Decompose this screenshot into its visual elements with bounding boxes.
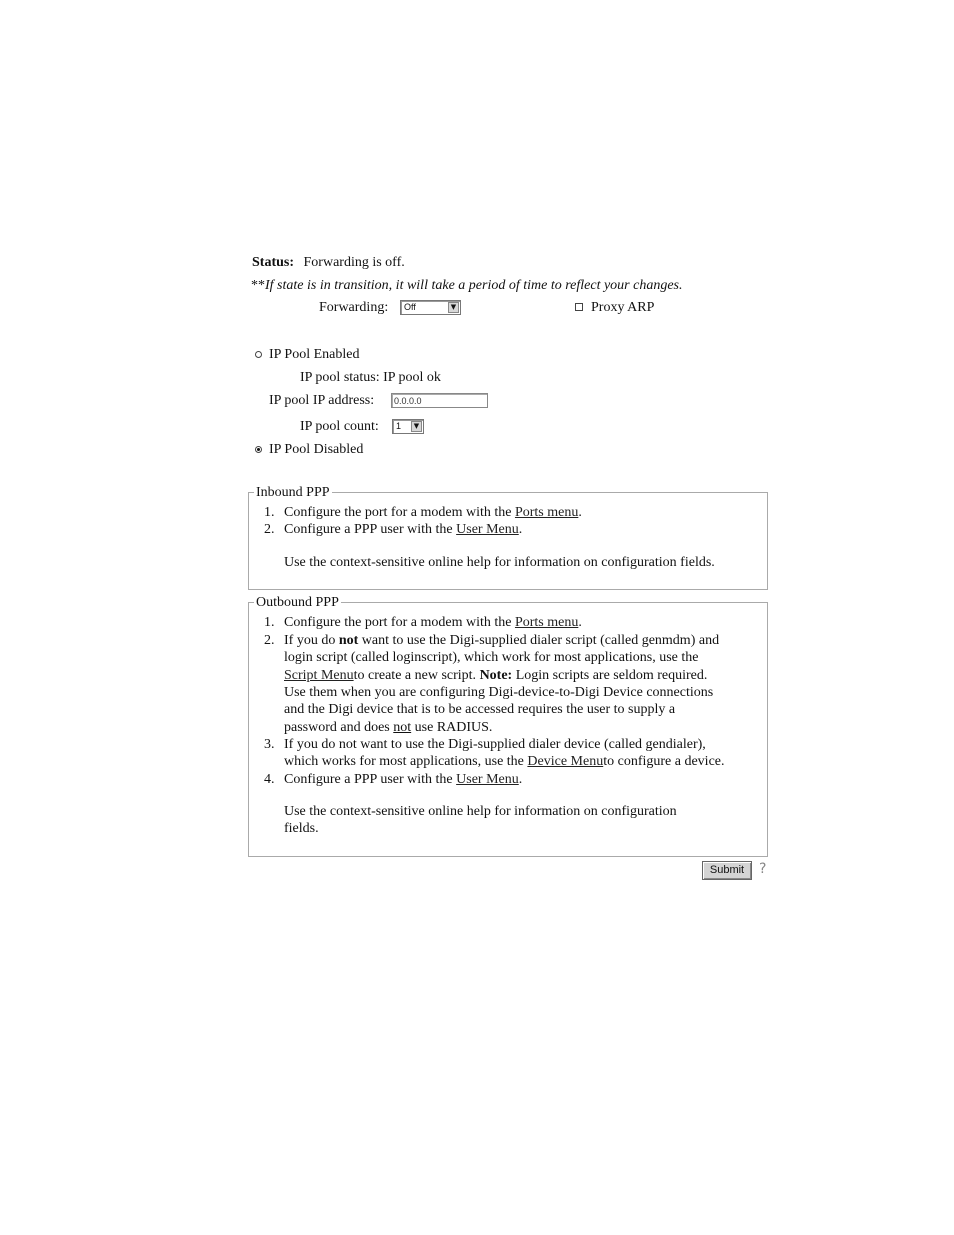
outbound-item-4-end: .	[518, 772, 523, 787]
outbound-item-2-line-3	[284, 667, 707, 684]
proxy-arp-checkbox[interactable]	[575, 303, 583, 311]
outbound-item-2-text: password and does	[284, 720, 394, 735]
note-prefix: **	[251, 278, 265, 293]
ip-pool-disabled-radio[interactable]	[255, 446, 262, 453]
submit-button[interactable]: Submit	[702, 861, 752, 880]
outbound-item-2-line-6	[284, 719, 492, 736]
outbound-item-2-num: 2.	[264, 633, 275, 648]
outbound-ppp-legend: Outbound PPP	[256, 595, 339, 610]
outbound-item-1	[284, 614, 582, 631]
outbound-item-2-text: want to use the Digi-supplied dialer script (called genmdm) and	[358, 633, 720, 648]
ip-pool-status	[300, 369, 441, 386]
outbound-item-1-num: 1.	[264, 615, 275, 630]
outbound-item-2-text: to create a new script.	[353, 668, 480, 683]
ip-pool-disabled-label: IP Pool Disabled	[269, 442, 364, 457]
ip-pool-count-label: IP pool count:	[300, 419, 379, 434]
proxy-arp-label: Proxy ARP	[591, 300, 655, 315]
outbound-item-2-line-2: login script (called loginscript), which work for most applications, use the	[284, 650, 699, 665]
outbound-item-4	[284, 771, 522, 788]
outbound-item-2-line-4: Use them when you are configuring Digi-device-to-Digi Device connections	[284, 685, 714, 700]
outbound-item-2-text: use RADIUS.	[411, 720, 493, 735]
chevron-down-icon: ▼	[411, 421, 422, 432]
ports-menu-link[interactable]: Ports menu	[514, 615, 579, 630]
forwarding-select[interactable]	[400, 300, 461, 315]
transition-note	[251, 277, 683, 294]
inbound-item-2-num: 2.	[264, 522, 275, 537]
ports-menu-link[interactable]: Ports menu	[514, 505, 579, 520]
outbound-item-3-line-2	[284, 753, 725, 770]
ip-pool-count-selected: 1	[396, 421, 402, 431]
inbound-item-1-text: Configure the port for a modem with the	[284, 505, 515, 520]
inbound-item-2	[284, 521, 522, 538]
outbound-item-3-text: which works for most applications, use the	[284, 754, 528, 769]
ip-pool-status-label: IP pool status:	[300, 370, 380, 385]
outbound-item-2-line-1	[284, 632, 719, 649]
note-text: If state is in transition, it will take a period of time to reflect your changes.	[265, 278, 683, 293]
inbound-item-1	[284, 504, 582, 521]
forwarding-label: Forwarding:	[319, 300, 389, 315]
ip-pool-count-select[interactable]	[392, 419, 424, 434]
outbound-help-line-1: Use the context-sensitive online help for information on configuration	[284, 804, 677, 819]
inbound-item-1-end: .	[578, 505, 582, 520]
outbound-item-3-line-1: If you do not want to use the Digi-supplied dialer device (called gendialer),	[284, 737, 706, 752]
inbound-item-2-end: .	[518, 522, 523, 537]
status-line	[252, 254, 405, 271]
user-menu-link[interactable]: User Menu	[456, 522, 519, 537]
ip-pool-enabled-radio[interactable]	[255, 351, 262, 358]
inbound-item-1-num: 1.	[264, 505, 275, 520]
inbound-item-2-text: Configure a PPP user with the	[284, 522, 457, 537]
outbound-item-4-num: 4.	[264, 772, 275, 787]
inbound-help-text: Use the context-sensitive online help for information on configuration fields.	[284, 555, 715, 570]
ip-pool-enabled-label: IP Pool Enabled	[269, 347, 360, 362]
help-icon[interactable]: ?	[759, 861, 767, 877]
outbound-help-line-2: fields.	[284, 821, 319, 836]
outbound-item-1-end: .	[578, 615, 582, 630]
outbound-item-2-line-5: and the Digi device that is to be accessed requires the user to supply a	[284, 702, 676, 717]
inbound-ppp-legend: Inbound PPP	[256, 485, 330, 500]
ip-pool-status-value: IP pool ok	[383, 370, 441, 385]
ip-pool-address-input[interactable]	[391, 393, 488, 408]
ip-pool-address-label: IP pool IP address:	[269, 393, 375, 408]
outbound-item-1-text: Configure the port for a modem with the	[284, 615, 515, 630]
outbound-item-3-text: to configure a device.	[603, 754, 725, 769]
note-label: Note:	[479, 668, 513, 683]
outbound-item-3-num: 3.	[264, 737, 275, 752]
emphasis-not: not	[338, 633, 359, 648]
status-label: Status:	[252, 255, 295, 270]
outbound-item-4-text: Configure a PPP user with the	[284, 772, 457, 787]
script-menu-link[interactable]: Script Menu	[284, 668, 354, 683]
outbound-item-2-text: If you do	[284, 633, 339, 648]
status-value: Forwarding is off.	[303, 255, 405, 270]
user-menu-link[interactable]: User Menu	[456, 772, 519, 787]
chevron-down-icon: ▼	[448, 302, 459, 313]
device-menu-link[interactable]: Device Menu	[527, 754, 604, 769]
outbound-item-2-text: Login scripts are seldom required.	[512, 668, 708, 683]
emphasis-not: not	[393, 720, 412, 735]
forwarding-selected: Off	[404, 302, 416, 312]
